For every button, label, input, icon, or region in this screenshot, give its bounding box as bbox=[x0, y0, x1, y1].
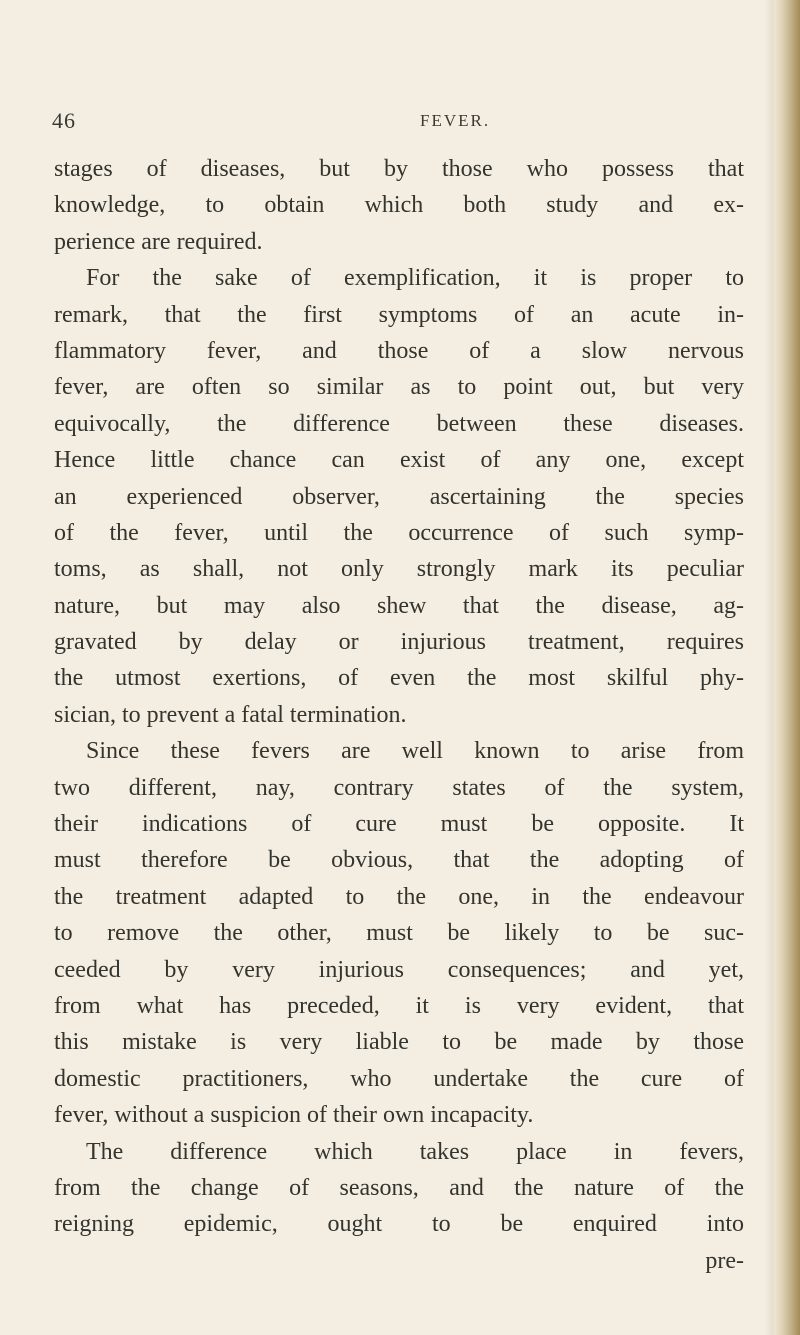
text-line: nature, but may also shew that the disease, ag- bbox=[54, 592, 744, 619]
text-line: fever, are often so similar as to point out, but very bbox=[54, 374, 744, 401]
text-line: perience are required. bbox=[54, 228, 263, 255]
text-line: two different, nay, contrary states of the system, bbox=[54, 774, 744, 801]
running-head: FEVER. bbox=[420, 111, 491, 130]
text-line: reigning epidemic, ought to be enquired into bbox=[54, 1211, 744, 1238]
text-line: sician, to prevent a fatal termination. bbox=[54, 701, 407, 728]
text-line: to remove the other, must be likely to be suc- bbox=[54, 920, 744, 947]
gutter-shadow bbox=[764, 0, 774, 1335]
text-line: flammatory fever, and those of a slow nervous bbox=[54, 337, 744, 364]
text-line: the utmost exertions, of even the most skilful phy- bbox=[54, 665, 744, 692]
text-line: toms, as shall, not only strongly mark its peculiar bbox=[54, 556, 744, 583]
text-line: the treatment adapted to the one, in the endeavour bbox=[54, 883, 744, 910]
text-line: from the change of seasons, and the nature of the bbox=[54, 1174, 744, 1201]
page-header bbox=[0, 108, 800, 142]
text-line: The difference which takes place in fevers, bbox=[86, 1138, 744, 1165]
text-line: of the fever, until the occurrence of such symp- bbox=[54, 519, 744, 546]
text-line: remark, that the first symptoms of an acute in- bbox=[54, 301, 744, 328]
text-line: stages of diseases, but by those who possess that bbox=[54, 156, 744, 182]
text-line: equivocally, the difference between these diseases. bbox=[54, 410, 744, 437]
text-line: ceeded by very injurious consequences; and yet, bbox=[54, 956, 744, 983]
text-line: gravated by delay or injurious treatment, requires bbox=[54, 629, 744, 656]
body-text bbox=[54, 151, 744, 1279]
text-line: For the sake of exemplification, it is proper to bbox=[86, 265, 744, 292]
text-line: this mistake is very liable to be made by those bbox=[54, 1029, 744, 1056]
text-line: knowledge, to obtain which both study and ex- bbox=[54, 192, 744, 219]
text-line: fever, without a suspicion of their own incapacity. bbox=[54, 1102, 534, 1129]
page-number: 46 bbox=[52, 108, 76, 133]
text-line: from what has preceded, it is very evident, that bbox=[54, 992, 744, 1019]
text-line: domestic practitioners, who undertake the cure of bbox=[54, 1065, 744, 1092]
text-line: their indications of cure must be opposite. It bbox=[54, 811, 744, 838]
text-line: an experienced observer, ascertaining the species bbox=[54, 483, 744, 510]
text-line: Since these fevers are well known to arise from bbox=[86, 738, 744, 765]
page-edge bbox=[774, 0, 800, 1335]
text-line: Hence little chance can exist of any one, except bbox=[54, 447, 744, 474]
catchword: pre- bbox=[705, 1247, 744, 1274]
text-line: must therefore be obvious, that the adopting of bbox=[54, 847, 744, 874]
